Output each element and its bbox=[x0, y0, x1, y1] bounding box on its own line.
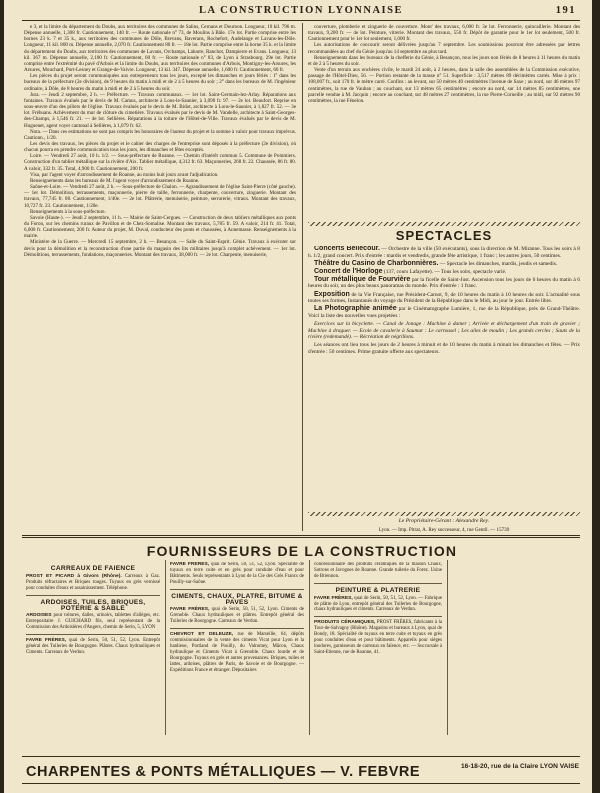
divider bbox=[26, 595, 160, 596]
advert-text: quai de Serin, 50, 51, 52, Lyon. Spécialité de tuyaux en terre cuite et en grès pour conduite d'eau et pour Bâtiments. Seuls représentants à Lyon de la Cie des Grès Francs de Pouilly-sur-Saône. bbox=[170, 562, 304, 585]
paragraph: Saône-et-Loire. — Vendredi 27 août, 2 h. — Sous-préfecture de Chalon. — Agrandissement de l'église Saint-Pierre (côté gauche). — 1er lot. Démolition, terrassements, maçonnerie, pierre de taille, ferronnerie, charpente, couverture, zinguerie. Montant des travaux, 77,745 fr. 08. Cautionnement, 1/40e. — 2e lot. Plâtrerie, menuiserie, peinture, serrurerie, vitraux. Montant des travaux, 10,727 fr. 23. Cautionnement, 1/20e. bbox=[24, 184, 296, 209]
divider bbox=[26, 634, 160, 635]
divider bbox=[170, 589, 304, 590]
advert-text: pour toitures, dalles, urinoirs, tablettes d'allèges, etc. Entrepositaire J. GUICHARD fils, seul représentant de la Commission des Ardoisières d'Angers, chemin de Serin, 5, LYON bbox=[26, 613, 160, 631]
divider bbox=[314, 583, 442, 584]
advert-rule bbox=[22, 783, 580, 784]
paragraph: Renseignements à la sous-préfecture. bbox=[30, 208, 106, 215]
fournisseurs-column-2 bbox=[170, 562, 304, 737]
spectacle-name: Concerts Bellecour. bbox=[314, 246, 380, 252]
spectacles-list bbox=[308, 246, 580, 508]
adjudications-continued-column bbox=[308, 24, 580, 224]
paragraph: couverture, plomberie et zinguerie de couverture. Mont' des travaux, 6,000 fr. 3e lot. Ferronnerie, quincaillerie. Montant des travaux, 9,200 fr. — 4e lot. Peinture, vitrerie. Montant des travaux, 550 fr. Dépôt de garantie pour le 1er lot seulement, 500 fr. Cautionnement pour le 1er lot seulement, 1,000 fr. bbox=[308, 24, 580, 43]
firm-name: FAVRE FRÈRES, bbox=[170, 607, 210, 613]
spectacle-item bbox=[308, 261, 580, 268]
spectacle-item bbox=[308, 277, 580, 290]
advert-text: quai de Serin, 50, 51, 52, Lyon. Ciments de Grenoble. Chaux hydrauliques et plâtres. Entrepôt général des Tuileries de Bourgogne. Carreaux de Verdun. bbox=[170, 607, 304, 625]
newspaper-page bbox=[4, 0, 592, 793]
ornamental-divider bbox=[308, 222, 580, 226]
page-number: 191 bbox=[555, 5, 576, 16]
divider bbox=[314, 616, 442, 617]
advert-entry bbox=[314, 596, 442, 614]
spectacle-item bbox=[308, 269, 580, 276]
advert-text: concessionnaire des produits céramiques de la maison Chaux, Sotrons et Javognes de Roanne. Grande tuilerie du Forez. Usine de Briennon. bbox=[314, 562, 442, 579]
paragraph: Visa, par l'agent voyer d'arrondissement de Roanne, au moins huit jours avant l'adjudication. bbox=[30, 171, 219, 178]
spectacle-text: par la ficelle de Saint-Just. Ascension tous les jours de 6 heures du matin à 6 heures du soir, un des plus beaux panoramas du monde. Prix d'entrée : 1 franc. bbox=[308, 276, 580, 290]
spectacle-name: Concert de l'Horloge bbox=[314, 267, 383, 275]
adjudications-column bbox=[24, 24, 296, 527]
advert-entry bbox=[170, 632, 304, 673]
section-title: CIMENTS, CHAUX, PLATRE, BITUME & PAVES bbox=[171, 592, 303, 606]
section-title: ARDOISES, TUILES, BRIQUES, POTERIE & SABLE bbox=[40, 598, 146, 612]
spectacle-text: (137, cours Lafayette). — Tous les soirs, spectacle varié. bbox=[383, 268, 507, 275]
fournisseurs-column-1 bbox=[26, 562, 160, 737]
advert-entry bbox=[314, 620, 442, 655]
section-title: PEINTURE & PLATRERIE bbox=[335, 586, 421, 594]
spectacle-text: par le Cinématographe Lumière, 1, rue de la République, près de Grand-Théâtre. Voici la liste des nouvelles vues projetées : bbox=[308, 306, 580, 319]
advert-entry bbox=[170, 607, 304, 625]
spectacle-name: La Photographie animée bbox=[314, 305, 397, 313]
advert-entry bbox=[26, 638, 160, 656]
paragraph: Ministère de la Guerre. — Mercredi 15 septembre, 2 h. — Besançon. — Salle du Saint-Esprit. Génie. Travaux à exécuter sur devis pour la démolition et la reconstruction d'une partie du magasin des lits militaires jusqu'à complet achèvement. — 1er lot. Démolitions, terrassements, fondations, maçonneries. Montant des travaux, 38,000 fr. — 2e lot. Charpente, menuiserie, bbox=[24, 239, 296, 258]
spectacle-name: Théâtre du Casino de Charbonnières. bbox=[314, 259, 439, 267]
paragraph: Vente d'un terrain aux enchères civile, le mardi 24 août, à 2 heures, dans la salle des assemblées de la Commission exécutive, passage de l'Hôtel-Dieu, 56. — Portion restante de la masse n° 51. Superficie : 3,517 mètres 89 décimètres carrés. Mise à prix : 108,007 fr., soit 170 fr. le mètre carré. Confins : au levant, sur 50 mètres 40 centimètres l'avenue de Saxe ; au nord, sur 46 mètres 97 centimètres, la rue de Vauban ; au couchant, sur 13 mètres 65 centimètres ; encore au nord, sur 14 mètres 85 centimètres, une parcelle vendue à M. Jacquin ; encore au couchant, sur 48 mètres 27 centimètres, la rue Pierre-Corneille ; au midi, sur 92 mètres 90 centimètres, la rue Fénelon. bbox=[308, 67, 580, 104]
column-divider bbox=[302, 23, 303, 531]
advert-text: Carreaux à Gaz. Produits réfractaires et Briques rouges. Tuyaux en grès vernissé pour conduites d'eaux et assainissement. Téléphone. bbox=[26, 573, 160, 591]
divider bbox=[170, 628, 304, 629]
section-rule bbox=[22, 535, 580, 536]
firm-name: FAVRE FRÈRES, bbox=[26, 638, 67, 644]
paragraph: Jura. — Jeudi 2 septembre, 2 h. — Préfecture. — Travaux communaux. — 1er lot. Saint-Germain-lez-Arlay. Réparations aux fontaines. Travaux évalués par le devis de M. Camus, architecte à Lons-le-Saunier, à 3,090 fr. 97. — 2e lot. Beaufort. Reprise en sous-œuvre d'un des piliers de l'église. Travaux évalués par le devis de M. Bidot, architecte à Lons-le-Saunier, à 1,827 fr. 52. — 3e lot. Frébuans. Achèvement du mur de clôture du cimetière. Travaux évalués par le devis de M. Vandelle, architecte à Saint-Georges-des-Champs, à 1,546 fr. 21. — 4e lot. Sellières. Réparations à la toiture de l'Hôtel-de-Ville. Travaux évalués par le devis de M. Huguenet, agent voyer cantonal à Sellières, à 1,079 fr. 62. bbox=[24, 91, 296, 129]
fournisseurs-heading: FOURNISSEURS DE LA CONSTRUCTION bbox=[146, 543, 458, 559]
charpentes-advert: CHARPENTES & PONTS MÉTALLIQUES — V. FEBVRE bbox=[26, 764, 421, 780]
spectacle-vues: Exercices sur la bicyclette. — Canal de Jonage : Machine à damer ; Arrivée et déchargement d'un train de gravier ; Machine à draguer. — Ecole de cavalerie à Saumur : Le carrousel ; Les ailes de moulin ; Les grands cercles ; Sauts de la rivière (redemandé). — Récréation de négrillons. bbox=[308, 320, 580, 341]
firm-name: FAVRE FRÈRES, bbox=[314, 595, 353, 601]
firm-name: ARDOISES bbox=[26, 613, 52, 619]
column-divider bbox=[309, 560, 310, 735]
paragraph: Les autorisations de concourir seront délivrées jusqu'au 7 septembre. Les soumissions pourront être adressées par lettres recommandées au chef du Génie jusqu'au 14 septembre au plus tard. bbox=[308, 42, 580, 55]
advert-entry bbox=[26, 574, 160, 592]
spectacle-seances: Les séances ont lieu tous les jours de 2 heures à minuit et de 10 heures du matin à minuit les dimanches et fêtes. — Prix d'entrée : 50 centimes. Prime gratuite offerte aux spectateurs. bbox=[308, 342, 580, 355]
paragraph: Loire. — Vendredi 27 août, 10 h. 1/2. — Sous-préfecture de Roanne. — Chemin d'intérêt commun 5. Commune de Pommiers. Construction d'un tablier métallique sur la rivière d'Aix. Tablier métallique, 4,312 fr. 63. Maçonneries, 268 fr. 22. Chaussée, 86 fr. 80. A valoir, 332 fr. 35. Total, 4,900 fr. Cautionnement, 200 fr. bbox=[24, 153, 296, 172]
advert-entry bbox=[26, 613, 160, 631]
advert-text: PROST FRÈRES, fabricants à la Tour-de-Salvagny (Rhône). Magasins et bureaux à Lyon, quai de Bondy, 18. Spécialité de tuyaux en terre cuite et tuyaux en grès pour conduites d'eau et pour bâtiments. Appareils pour sièges inodores, garnisseurs de carreaux en faïence, etc. — Succursale à Saint-Etienne, rue de Roanne, 41. bbox=[314, 620, 442, 655]
paragraph: e 3, et la limite du département du Doubs, aux territoires des communes de Salins, Cernans et Dournon. Longueur, 10 kil. 796 m. Dépense annuelle, 1,308 fr. Cautionnement, 140 fr. — Route nationale n° 73, de Moulins à Bâle. 17e lot. Partie comprise entre les bornes 23 k. 7 et 35 k., aux territoires des communes de Dôle, Brevans, Baverans, Rochefort, Audelange et Lavans-les-Dôle. Longueur, 11 kil. 800 m. Dépense annuelle, 2,070 fr. Cautionnement 80 fr. — 18e lot. Partie comprise entre la borne 35 k. et la limite du département du Doubs, aux territoires des communes de Lavans, Orchamps, Labarre, Ranchot, Dampierre et Evans. Longueur, 13 kil. 367 m. Dépense annuelle, 2,100 fr. Cautionnement, 60 fr. — Route nationale n° 83, de Lyon à Strasbourg. 29e lot. Partie comprise entre l'extrémité du pavé d'Arbois et la limite du Doubs, aux territoires des communes d'Arbois, Montigny-les-Arsures, les Arsures, Mouchard, Port-Lesney et Grange-de-Vaivre. Longueur, 13 kil. 347. Dépense annuelle, 1,600 fr. Cautionnement, 60 fr. bbox=[24, 24, 296, 74]
column-divider bbox=[165, 560, 166, 735]
paragraph: Les devis des travaux, les pièces du projet et le cahier des charges de l'entreprise sont déposés à la préfecture (2e division), où chacun pourra en prendre communication tous les jours, les dimanches et fêtes exceptés. bbox=[24, 140, 296, 154]
section-rule bbox=[22, 537, 580, 538]
firm-name: CHEVROT ET DELEUZE, bbox=[170, 632, 234, 638]
advert-text: rue de Marseille, 64, dépôts commissionnaires de la vente des ciments Vicat pour Lyon et la banlieue, Portland de Pouilly, du Valromey, Mâcon, Chaux hydraulique et Ciments Vicat à Grenoble. Chaux lourde et de Bourgogne. Tuyaux en grès et autres provenances. Briques, tuiles et lattes, ardoises, plâtres de Paris, de Savoie et de Bourgogne. — Expéditions France et étranger. Dépositaires bbox=[170, 632, 304, 673]
spectacles-heading: SPECTACLES bbox=[395, 228, 493, 243]
spectacle-text: de la Vie Française, rue Président-Carnot, 9, de 10 heures du matin à 10 heures du soir. L'actualité sous toutes ses formes, Instantanés du voyage du Président de la République dans le Midi, au jour le jour. Entrée libre. bbox=[308, 291, 580, 305]
firm-name: PRODUITS CÉRAMIQUES, bbox=[314, 620, 376, 626]
paragraph: Renseignements dans les bureaux de la chefferie du Génie, à Besançon, tous les jours non fériés de 8 heures à 11 heures du matin et de 2 à 5 heures du soir. bbox=[308, 54, 580, 67]
advert-entry bbox=[170, 562, 304, 586]
paragraph: Renseignements dans les bureaux de M. l'agent voyer d'arrondissement de Roanne. bbox=[30, 177, 200, 184]
firm-name: PROST ET PICARD à Givors (Rhône). bbox=[26, 573, 122, 579]
spectacle-item bbox=[308, 292, 580, 305]
section-title: CARREAUX DE FAIENCE bbox=[50, 565, 136, 572]
advert-rule bbox=[22, 756, 580, 757]
column-divider bbox=[447, 560, 448, 735]
imprimerie-line: Lyon. — Imp. Pitrat, A. Rey successeur, 4, rue Gentil. — 15739 bbox=[378, 527, 510, 533]
spectacle-name: Exposition bbox=[314, 290, 350, 298]
paragraph: Savoie (Haute-). — Jeudi 2 septembre, 11 h. — Mairie de Saint-Cergues. — Construction de deux tabliers métalliques aux ponts du Foron, sur les chemins ruraux de Pavillon et de Chez-Somalise. Montant des travaux, 5,785 fr. 59. A valoir, 214 fr. 41. Total, 6,000 fr. Cautionnement, 200 fr. Auteur du projet, M. Duval, conducteur des ponts et chaussées, à Annemasse. Renseignements à la mairie. bbox=[24, 214, 296, 240]
page-header bbox=[22, 5, 580, 19]
spectacle-item bbox=[308, 246, 580, 259]
firm-name: FAVRE FRÈRES, bbox=[170, 562, 210, 567]
spectacle-text: — Orchestre de la ville (50 exécutants), sous la direction de M. Miranne. Tous les soirs à 8 h. 1/2, grand concert. Prix d'entrée : mardis et vendredis, grande fête artistique, 1 franc ; les autres jours, 50 centimes. bbox=[308, 246, 580, 259]
advert-text: quai de Serin, 50, 51, 52, Lyon. Entrepôt général des Tuileries de Bourgogne. Plâtres. Chaux hydrauliques et Ciments. Carreaux de Verdun. bbox=[26, 638, 160, 655]
paragraph: Les pièces du projet seront communiquées aux entrepreneurs tous les jours, excepté les dimanches et jours fériés : 1° dans les bureaux de la préfecture (2e division), de 9 heures du matin à midi et de 2 à 5 heures du soir ; 2° dans les bureaux de M. l'ingénieur ordinaire, à Dôle, de 8 heures du matin à midi et de 2 à 5 heures du soir. bbox=[24, 73, 296, 92]
advert-text: quai de Serin, 50, 51, 52, Lyon. — Fabrique de plâtre de Lyon, entrepôt général des Tuileries de Bourgogne, chaux hydrauliques et ciments. Carreaux de Verdun. bbox=[314, 595, 442, 613]
fournisseurs-column-3 bbox=[314, 562, 442, 737]
paragraph: Nota. — Dans ces estimations ne sont pas compris les honoraires de l'auteur du projet et la somme à valoir pour travaux imprévus. Cautionn., 1/20. bbox=[24, 128, 296, 141]
spectacle-text: — Spectacle les dimanches, mardis, jeudis et samedis. bbox=[439, 260, 558, 267]
charpentes-address: 16-18-20, rue de la Claire LYON VAISE bbox=[460, 763, 579, 770]
ornamental-divider bbox=[308, 512, 580, 516]
gerant-line: Le Propriétaire-Gérant : Alexandre Rey. bbox=[398, 518, 490, 524]
spectacle-name: Tour métallique de Fourvière bbox=[314, 275, 411, 283]
journal-title: LA CONSTRUCTION LYONNAISE bbox=[199, 5, 403, 16]
header-rule bbox=[22, 20, 580, 21]
spectacle-item bbox=[308, 306, 580, 319]
